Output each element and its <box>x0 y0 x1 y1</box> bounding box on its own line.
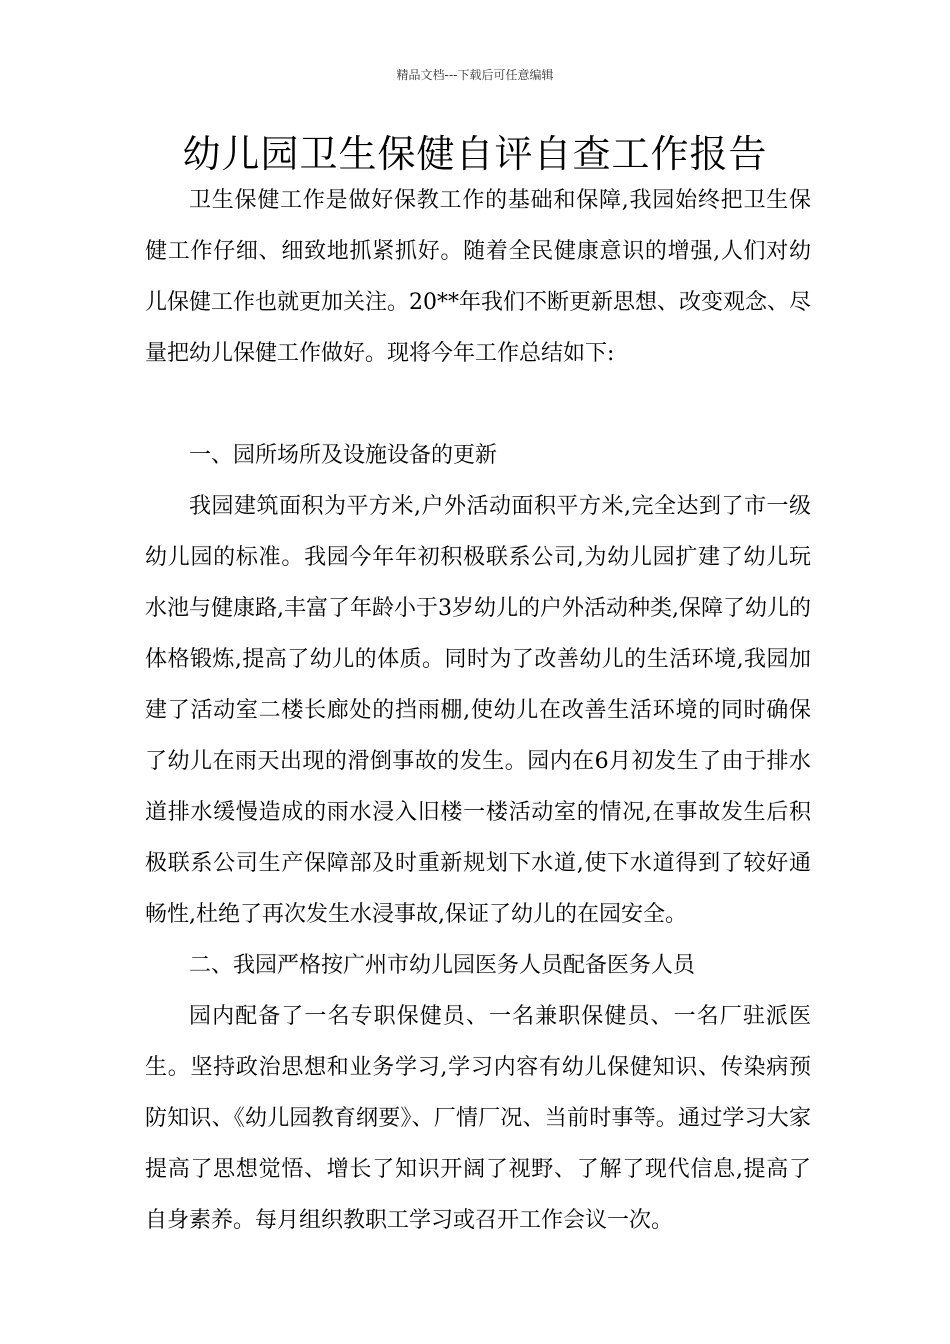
paragraph-staff: 园内配备了一名专职保健员、一名兼职保健员、一名厂驻派医生。坚持政治思想和业务学习,学习内容有幼儿保健知识、传染病预防知识、《幼儿园教育纲要》、厂情厂况、当前时事等。通过学习大家提高了思想觉悟、增长了知识开阔了视野、了解了现代信息,提高了自身素养。每月组织教职工学习或召开工作会议一次。 <box>145 1004 811 1233</box>
section-heading-2: 二、我园严格按广州市幼儿园医务人员配备医务人员 <box>189 953 696 978</box>
document-title: 幼儿园卫生保健自评自查工作报告 <box>182 132 768 176</box>
page-header-watermark: 精品文档---下载后可任意编辑 <box>396 68 554 82</box>
paragraph-facilities: 我园建筑面积为平方米,户外活动面积平方米,完全达到了市一级幼儿园的标准。我园今年年初积极联系公司,为幼儿园扩建了幼儿玩水池与健康路,丰富了年龄小于3岁幼儿的户外活动种类,保障了幼儿的体格锻炼,提高了幼儿的体质。同时为了改善幼儿的生活环境,我园加建了活动室二楼长廊处的挡雨棚,使幼儿在改善生活环境的同时确保了幼儿在雨天出现的滑倒事故的发生。园内在6月初发生了由于排水道排水缓慢造成的雨水浸入旧楼一楼活动室的情况,在事故发生后积极联系公司生产保障部及时重新规划下水道,使下水道得到了较好通畅性,杜绝了再次发生水浸事故,保证了幼儿的在园安全。 <box>145 494 811 927</box>
document-body <box>145 175 811 1246</box>
section-heading-1: 一、园所场所及设施设备的更新 <box>189 443 498 468</box>
paragraph-intro: 卫生保健工作是做好保教工作的基础和保障,我园始终把卫生保健工作仔细、细致地抓紧抓好。随着全民健康意识的增强,人们对幼儿保健工作也就更加关注。20**年我们不断更新思想、改变观念、尽量把幼儿保健工作做好。现将今年工作总结如下: <box>145 188 811 366</box>
